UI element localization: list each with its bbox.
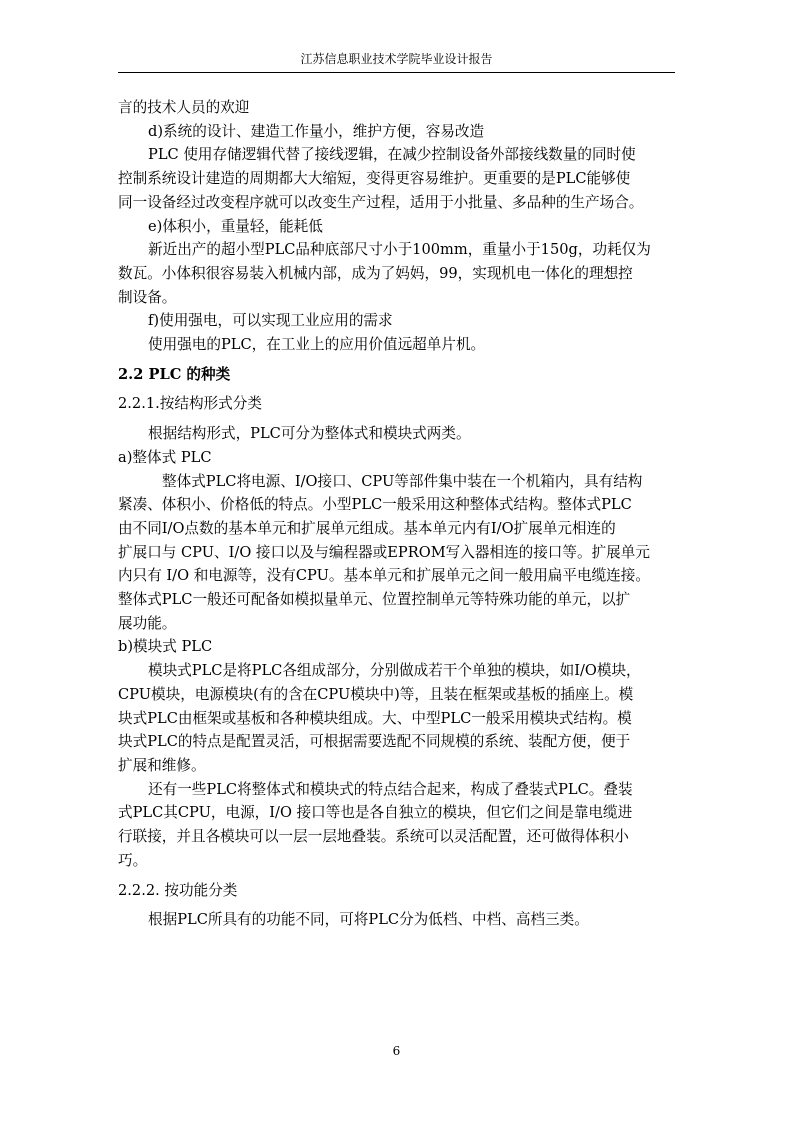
text-line: 扩展口与 CPU、I/O 接口以及与编程器或EPROM写入器相连的接口等。扩展单元 xyxy=(118,543,650,561)
text-line: 由不同I/O点数的基本单元和扩展单元组成。基本单元内有I/O扩展单元相连的 xyxy=(118,519,616,537)
text-line: 块式PLC的特点是配置灵活，可根据需要选配不同规模的系统、装配方便，便于 xyxy=(118,733,631,751)
text-line: 行联接，并且各模块可以一层一层地叠装。系统可以灵活配置，还可做得体积小 xyxy=(118,828,629,846)
text-line: 数瓦。小体积很容易装入机械内部，成为了妈妈，99，实现机电一体化的理想控 xyxy=(118,264,633,282)
page-header: 江苏信息职业技术学院毕业设计报告 xyxy=(300,52,493,66)
text-line: 言的技术人员的欢迎 xyxy=(118,99,250,116)
body-text xyxy=(118,96,678,932)
text-line: 扩展和维修。 xyxy=(118,756,206,774)
text-line: 巧。 xyxy=(118,851,148,869)
text-line: 式PLC其CPU，电源，I/O 接口等也是各自独立的模块，但它们之间是靠电缆进 xyxy=(118,804,633,822)
text-line: 展功能。 xyxy=(118,614,177,632)
text-line: 还有一些PLC将整体式和模块式的特点结合起来，构成了叠装式PLC。叠装 xyxy=(148,780,633,798)
item-heading-a: a)整体式 PLC xyxy=(118,448,212,466)
text-line: 紧凑、体积小、价格低的特点。小型PLC一般采用这种整体式结构。整体式PLC xyxy=(118,496,632,514)
text-line: PLC 使用存储逻辑代替了接线逻辑，在减少控制设备外部接线数量的同时使 xyxy=(148,146,636,164)
text-line: 根据结构形式，PLC可分为整体式和模块式两类。 xyxy=(148,425,471,443)
text-line: 模块式PLC是将PLC各组成部分，分别做成若干个单独的模块，如I/O模块， xyxy=(148,662,641,680)
subsection-heading: 2.2.2. 按功能分类 xyxy=(118,881,238,899)
text-line: 内只有 I/O 和电源等，没有CPU。基本单元和扩展单元之间一般用扁平电缆连接。 xyxy=(118,567,650,585)
text-line: 整体式PLC一般还可配备如模拟量单元、位置控制单元等特殊功能的单元，以扩 xyxy=(118,591,631,609)
text-line: 制设备。 xyxy=(118,288,177,306)
list-item-d: d)系统的设计、建造工作量小，维护方便，容易改造 xyxy=(148,122,485,140)
text-line: 控制系统设计建造的周期都大大缩短，变得更容易维护。更重要的是PLC能够使 xyxy=(118,170,631,188)
text-line: 使用强电的PLC，在工业上的应用价值远超单片机。 xyxy=(148,336,486,354)
section-heading: 2.2 PLC 的种类 xyxy=(118,365,231,383)
text-line: 块式PLC由框架或基板和各种模块组成。大、中型PLC一般采用模块式结构。模 xyxy=(118,709,632,727)
page-number: 6 xyxy=(392,1044,401,1058)
text-line: 整体式PLC将电源、I/O接口、CPU等部件集中装在一个机箱内，具有结构 xyxy=(162,472,643,490)
header-rule xyxy=(118,72,675,73)
list-item-e: e)体积小，重量轻，能耗低 xyxy=(148,217,323,235)
text-line: 新近出产的超小型PLC品种底部尺寸小于100mm，重量小于150g，功耗仅为 xyxy=(148,241,651,259)
text-line: CPU模块，电源模块(有的含在CPU模块中)等，且装在框架或基板的插座上。模 xyxy=(118,685,634,703)
text-line: 根据PLC所具有的功能不同，可将PLC分为低档、中档、高档三类。 xyxy=(148,911,589,929)
item-heading-b: b)模块式 PLC xyxy=(118,638,213,656)
subsection-heading: 2.2.1.按结构形式分类 xyxy=(118,395,262,413)
text-line: 同一设备经过改变程序就可以改变生产过程，适用于小批量、多品种的生产场合。 xyxy=(118,193,644,211)
list-item-f: f)使用强电，可以实现工业应用的需求 xyxy=(148,312,393,330)
